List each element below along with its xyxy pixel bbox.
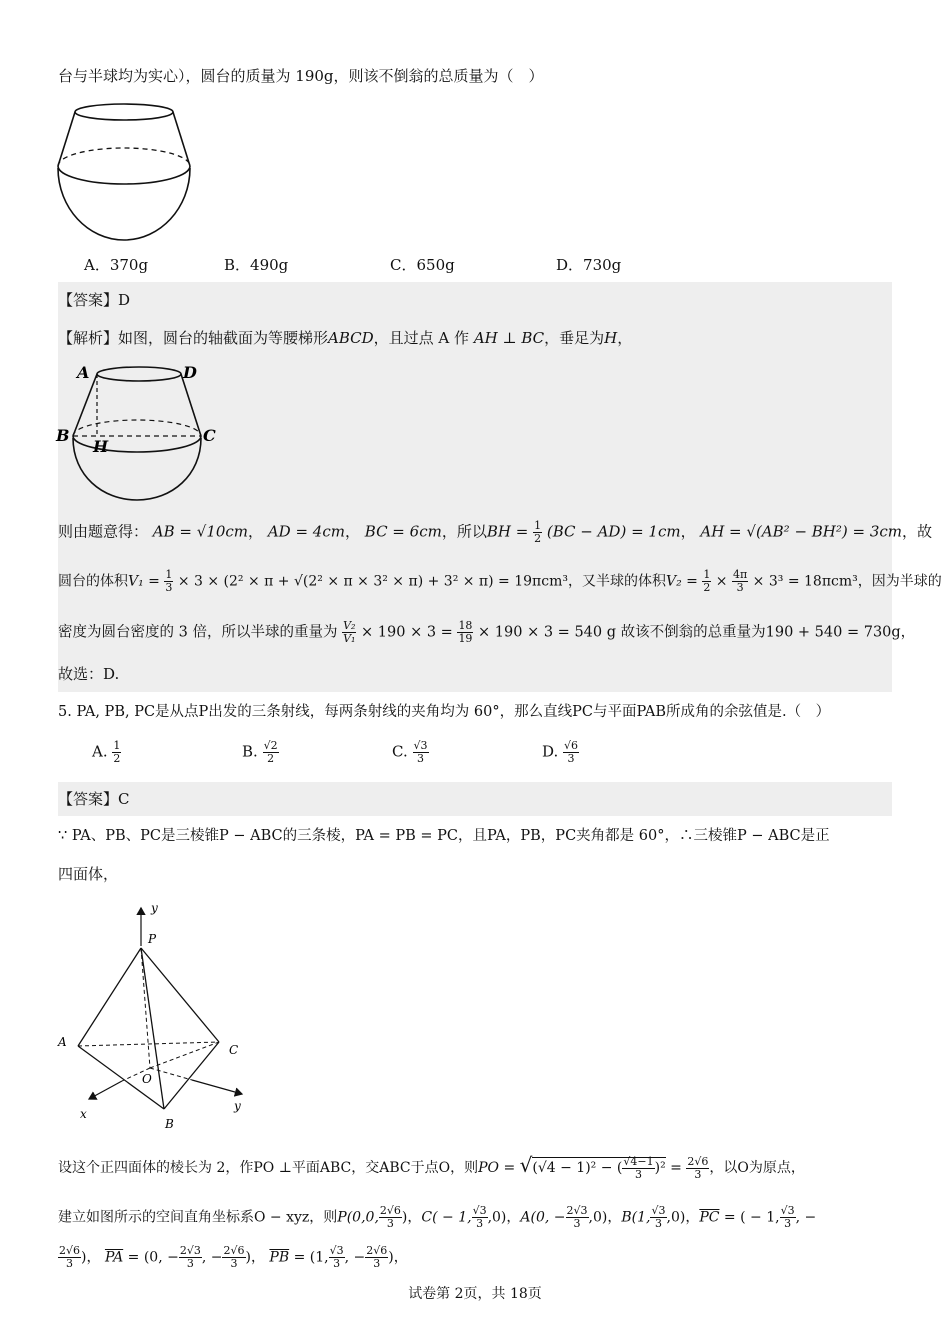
tetrahedron-figure — [52, 896, 262, 1136]
analysis-abcd: ABCD — [328, 329, 374, 347]
q5-option-b — [242, 740, 279, 765]
setup-po: PO = — [478, 1160, 516, 1176]
frac-den: 19 — [458, 632, 473, 645]
frac-den: 3 — [654, 1217, 662, 1230]
option-frac — [263, 740, 279, 765]
frac-den: 3 — [417, 752, 424, 765]
q5-option-a — [92, 740, 121, 765]
frac-num: 2√6 — [687, 1154, 709, 1168]
frac-num: √6 — [564, 739, 579, 752]
q5-reason-1: ∵ PA、PB、PC是三棱锥P − ABC的三条棱，PA = PB = PC，且PA，PB，PC夹角都是 60°，∴三棱锥P − ABC是正 — [58, 828, 830, 844]
q4-answer: 【答案】D — [58, 291, 131, 309]
frac-num: 2√6 — [366, 1244, 388, 1257]
frac-num: V₂ — [343, 619, 356, 632]
calc3-e2: × 190 × 3 = 540 g — [478, 624, 617, 641]
frac-den: V₁ — [343, 632, 356, 645]
vector-pb-end: )， — [388, 1249, 408, 1266]
frac-den: 3 — [186, 1257, 194, 1270]
sqrt-part1: (√4 − 1)² − ( — [532, 1160, 623, 1176]
frac-den: 3 — [634, 1167, 642, 1181]
sqrt-part2: )² — [654, 1160, 666, 1176]
setup-eq: = — [670, 1160, 682, 1176]
calc3-suffix: ， — [900, 624, 916, 641]
calc2-v1: V₁ = — [128, 573, 160, 590]
vector-pa-eq: = (0, − — [127, 1249, 179, 1266]
analysis-intro: 【解析】如图，圆台的轴截面为等腰梯形 — [58, 329, 329, 347]
setup-suffix: ，以O为原点， — [709, 1160, 805, 1176]
frac-den: 3 — [373, 1257, 381, 1270]
frac-den: 3 — [784, 1217, 792, 1230]
frac-num: √4−1 — [623, 1154, 654, 1168]
vector-pc-close: )， — [81, 1249, 101, 1266]
axis-y-right-label: y — [234, 1099, 241, 1113]
calc3-n-frac — [457, 620, 473, 645]
coord-prefix: 建立如图所示的空间直角坐标系O − xyz，则 — [58, 1209, 338, 1226]
page-footer: 试卷第 2页，共 18页 — [408, 1286, 542, 1302]
label-h: H — [93, 437, 109, 456]
frac-num: 2√6 — [59, 1244, 81, 1257]
coord-p-end: )， — [401, 1209, 422, 1226]
analysis-comma: ， — [617, 329, 633, 347]
calc1-ab: AB = √10cm — [152, 522, 249, 541]
frac-num: 2√3 — [566, 1204, 588, 1217]
calc1-sep1: ， — [248, 522, 264, 541]
coord-p-frac — [379, 1205, 402, 1230]
q5-coord-line — [58, 1205, 816, 1230]
analysis-mid: ，且过点 A 作 — [373, 329, 470, 347]
q5-option-d — [542, 740, 579, 765]
analysis-ah: AH ⊥ BC — [473, 329, 545, 347]
vector-pa-mid: , − — [201, 1249, 223, 1266]
vector-pa-frac1 — [179, 1245, 202, 1270]
vector-pa-frac2 — [222, 1245, 245, 1270]
coord-c-end: ,0)， — [487, 1209, 521, 1226]
vector-pc: $\overline{PC}$ — [699, 1209, 720, 1226]
calc1-sep3: ， — [680, 522, 696, 541]
q5-setup-line — [58, 1155, 805, 1181]
frac-num: √3 — [413, 739, 428, 752]
analysis-h: H — [604, 329, 618, 347]
vector-pa-end: )， — [245, 1249, 265, 1266]
coord-c: C( − 1, — [421, 1209, 472, 1226]
label-d: D — [183, 363, 197, 382]
frac-num: 1 — [165, 568, 173, 581]
q4-option-b: B．490g — [224, 256, 289, 274]
frac-num: √3 — [329, 1244, 344, 1257]
q5-vector-line — [58, 1245, 408, 1270]
coord-a-end: ,0)， — [588, 1209, 622, 1226]
calc1-prefix: 则由题意得： — [58, 522, 149, 541]
frac-num: √3 — [651, 1204, 666, 1217]
frac-den: 3 — [165, 581, 173, 594]
calc1-bh-right: (BC − AD) = 1cm — [546, 522, 681, 541]
coord-c-frac — [472, 1205, 488, 1230]
calc3-prefix: 密度为圆台密度的 3 倍，所以半球的重量为 — [58, 624, 338, 641]
calc1-bh-left: BH = — [486, 522, 529, 541]
frac-num: √3 — [472, 1204, 487, 1217]
q4-option-a: A．370g — [84, 256, 149, 274]
vertex-a-label: A — [58, 1035, 67, 1049]
q4-analysis-line — [58, 328, 632, 348]
frac-den: 3 — [573, 1217, 581, 1230]
frac-num: √3 — [780, 1204, 795, 1217]
calc2-expr: × 3 × (2² × π + √(2² × π × 3² × π) + 3² × π) = 19πcm³ — [177, 573, 568, 590]
coord-p: P(0,0, — [337, 1209, 379, 1226]
frac-num: 18 — [458, 619, 473, 632]
sqrt-sign: √ — [519, 1153, 533, 1177]
frac-den: 2 — [534, 532, 542, 545]
frac-num: 1 — [534, 519, 542, 532]
calc3-e1: × 190 × 3 = — [361, 624, 453, 641]
setup-prefix: 设这个正四面体的棱长为 2，作PO ⊥平面ABC，交ABC于点O，则 — [58, 1160, 479, 1176]
frac-den: 3 — [567, 752, 575, 765]
coord-b: B(1, — [621, 1209, 651, 1226]
calc3-mid: 故该不倒翁的总重量为 — [616, 624, 766, 641]
vector-pb-eq: = (1, — [293, 1249, 329, 1266]
frac-num: 1 — [113, 739, 121, 752]
frac-den: 2 — [703, 581, 711, 594]
q5-option-c — [392, 740, 429, 765]
frac-den: 3 — [476, 1217, 484, 1230]
analysis-end: ，垂足为 — [544, 329, 605, 347]
q5-reason-2: 四面体， — [58, 865, 119, 883]
calc2-suffix: ，因为半球的 — [857, 573, 942, 590]
sqrt-body — [532, 1154, 666, 1181]
frac-num: 1 — [703, 568, 711, 581]
vector-pb-mid: , − — [344, 1249, 366, 1266]
calc1-gu: ，故 — [902, 522, 933, 541]
vertex-c-label: C — [229, 1043, 239, 1057]
q4-option-c: C．650g — [390, 256, 455, 274]
q5-stem: 5. PA, PB, PC是从点P出发的三条射线，每两条射线的夹角均为 60°，那么直线PC与平面PAB所成角的余弦值是.（ ） — [58, 704, 831, 720]
option-prefix: D. — [542, 742, 559, 761]
vertex-b-label: B — [165, 1117, 174, 1131]
vector-pc-eq: = ( − 1, — [723, 1209, 780, 1226]
axis-x-label: x — [80, 1107, 87, 1121]
calc3-e3: 190 + 540 = 730g — [765, 624, 901, 641]
vector-pb: $\overline{PB}$ — [269, 1249, 290, 1266]
q4-calc-line-1 — [58, 520, 932, 545]
calc2-third-frac — [164, 569, 173, 594]
frac-den: 2 — [113, 752, 121, 765]
option-prefix: C. — [392, 742, 408, 761]
origin-o-label: O — [142, 1072, 152, 1086]
coord-b-frac — [650, 1205, 666, 1230]
vector-pc-z-frac — [58, 1245, 81, 1270]
option-prefix: B. — [242, 742, 258, 761]
coord-a: A(0, − — [520, 1209, 566, 1226]
frac-den: 3 — [736, 581, 744, 594]
frac-den: 3 — [694, 1167, 702, 1181]
calc2-mid: ，又半球的体积 — [567, 573, 666, 590]
frac-den: 3 — [230, 1257, 238, 1270]
option-prefix: A. — [92, 742, 108, 761]
vector-pb-frac1 — [329, 1245, 345, 1270]
q4-calc-line-3 — [58, 620, 915, 645]
frac-den: 3 — [386, 1217, 394, 1230]
calc2-half-frac — [702, 569, 711, 594]
calc1-bc: BC = 6cm — [364, 522, 442, 541]
axis-y-top-label: y — [151, 901, 158, 915]
q5-answer: 【答案】C — [58, 790, 130, 808]
calc1-half-frac — [533, 520, 542, 545]
frac-den: 3 — [66, 1257, 73, 1270]
label-a: A — [77, 363, 90, 382]
option-frac — [563, 740, 579, 765]
calc2-expr2: × 3³ = 18πcm³ — [752, 573, 858, 590]
frac-den: 2 — [267, 752, 275, 765]
tumbler-section-figure — [52, 360, 222, 505]
calc2-prefix: 圆台的体积 — [58, 573, 128, 590]
label-c: C — [203, 426, 216, 445]
q4-calc-line-2 — [58, 569, 942, 594]
vertex-p-label: P — [148, 932, 157, 946]
q4-option-d: D．730g — [556, 256, 622, 274]
sqrt-inner-frac — [622, 1156, 654, 1181]
calc2-v2: V₂ = — [665, 573, 698, 590]
coord-a-frac — [566, 1205, 589, 1230]
vector-pc-end: , − — [795, 1209, 817, 1226]
coord-b-end: ,0)， — [666, 1209, 700, 1226]
frac-num: √2 — [263, 739, 278, 752]
vector-pb-frac2 — [365, 1245, 388, 1270]
vector-pc-frac — [780, 1205, 796, 1230]
q4-stem-tail: 台与半球均为实心），圆台的质量为 190g，则该不倒翁的总质量为（ ） — [58, 67, 544, 85]
calc1-ah: AH = √(AB² − BH²) = 3cm — [700, 522, 903, 541]
calc1-so: ，所以 — [441, 522, 487, 541]
q5-answer-box — [58, 782, 892, 816]
frac-num: 2√6 — [223, 1244, 245, 1257]
frac-num: 4π — [732, 568, 748, 581]
frac-den: 3 — [333, 1257, 341, 1270]
calc3-v-frac — [342, 620, 356, 645]
calc1-sep2: ， — [344, 522, 360, 541]
frac-num: 2√6 — [379, 1204, 401, 1217]
option-frac — [112, 740, 121, 765]
calc2-times: × — [715, 573, 728, 590]
vector-pa: $\overline{PA}$ — [104, 1249, 124, 1266]
frac-num: 2√3 — [179, 1244, 201, 1257]
calc2-fourpi-frac — [732, 569, 748, 594]
calc1-ad: AD = 4cm — [267, 522, 345, 541]
option-frac — [413, 740, 429, 765]
label-b: B — [56, 426, 70, 445]
tumbler-figure — [52, 98, 197, 244]
q4-conclusion: 故选：D. — [58, 665, 120, 683]
setup-result-frac — [686, 1156, 709, 1181]
